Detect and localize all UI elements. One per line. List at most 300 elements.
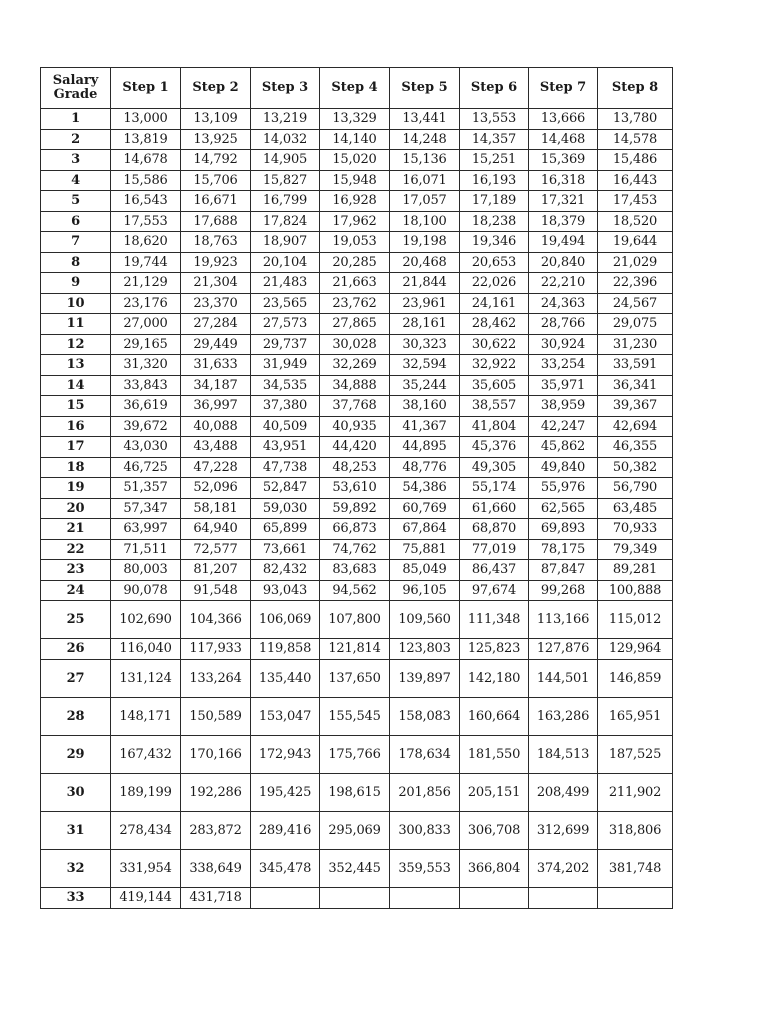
column-header-step-4: Step 4: [320, 68, 390, 109]
step-6-cell: 125,823: [460, 639, 529, 660]
step-3-cell: 59,030: [251, 498, 320, 519]
step-4-cell: 16,928: [320, 191, 390, 212]
step-7-cell: 35,971: [529, 375, 598, 396]
step-6-cell: 97,674: [460, 580, 529, 601]
step-3-cell: 15,827: [251, 170, 320, 191]
step-7-cell: 17,321: [529, 191, 598, 212]
salary-grade-cell: 11: [41, 314, 111, 335]
step-3-cell: 27,573: [251, 314, 320, 335]
step-3-cell: 82,432: [251, 560, 320, 581]
step-3-cell: [251, 887, 320, 908]
salary-grade-cell: 5: [41, 191, 111, 212]
step-8-cell: 14,578: [598, 129, 673, 150]
step-7-cell: 30,924: [529, 334, 598, 355]
step-7-cell: [529, 887, 598, 908]
salary-grade-cell: 23: [41, 560, 111, 581]
step-4-cell: 30,028: [320, 334, 390, 355]
salary-grade-cell: 4: [41, 170, 111, 191]
step-1-cell: 18,620: [111, 232, 181, 253]
step-6-cell: 205,151: [460, 773, 529, 811]
step-4-cell: 121,814: [320, 639, 390, 660]
salary-grade-cell: 17: [41, 437, 111, 458]
step-5-cell: 23,961: [390, 293, 460, 314]
step-6-cell: 160,664: [460, 697, 529, 735]
step-8-cell: 13,780: [598, 109, 673, 130]
header-row: [41, 68, 673, 109]
step-5-cell: 30,323: [390, 334, 460, 355]
step-2-cell: 21,304: [181, 273, 251, 294]
step-4-cell: 27,865: [320, 314, 390, 335]
step-2-cell: 150,589: [181, 697, 251, 735]
step-1-cell: 167,432: [111, 735, 181, 773]
step-7-cell: 312,699: [529, 811, 598, 849]
step-2-cell: 27,284: [181, 314, 251, 335]
step-3-cell: 17,824: [251, 211, 320, 232]
salary-grade-cell: 10: [41, 293, 111, 314]
step-4-cell: 19,053: [320, 232, 390, 253]
step-3-cell: 34,535: [251, 375, 320, 396]
step-5-cell: 17,057: [390, 191, 460, 212]
step-5-cell: 35,244: [390, 375, 460, 396]
step-6-cell: 142,180: [460, 659, 529, 697]
step-8-cell: 33,591: [598, 355, 673, 376]
step-2-cell: 72,577: [181, 539, 251, 560]
table-row: [41, 659, 673, 697]
table-row: [41, 560, 673, 581]
table-row: [41, 211, 673, 232]
step-2-cell: 14,792: [181, 150, 251, 171]
step-5-cell: 32,594: [390, 355, 460, 376]
step-1-cell: 80,003: [111, 560, 181, 581]
table-row: [41, 293, 673, 314]
step-4-cell: 94,562: [320, 580, 390, 601]
salary-grade-cell: 33: [41, 887, 111, 908]
salary-grade-cell: 13: [41, 355, 111, 376]
step-7-cell: 28,766: [529, 314, 598, 335]
table-row: [41, 519, 673, 540]
step-6-cell: 61,660: [460, 498, 529, 519]
step-5-cell: 178,634: [390, 735, 460, 773]
step-1-cell: 17,553: [111, 211, 181, 232]
step-6-cell: 306,708: [460, 811, 529, 849]
table-row: [41, 170, 673, 191]
table-row: [41, 478, 673, 499]
salary-grade-cell: 20: [41, 498, 111, 519]
table-row: [41, 811, 673, 849]
step-7-cell: 24,363: [529, 293, 598, 314]
step-8-cell: 165,951: [598, 697, 673, 735]
salary-grade-cell: 15: [41, 396, 111, 417]
step-8-cell: 129,964: [598, 639, 673, 660]
step-8-cell: 89,281: [598, 560, 673, 581]
step-2-cell: 29,449: [181, 334, 251, 355]
step-4-cell: 295,069: [320, 811, 390, 849]
step-1-cell: 13,000: [111, 109, 181, 130]
step-6-cell: 14,357: [460, 129, 529, 150]
step-7-cell: 87,847: [529, 560, 598, 581]
salary-grade-cell: 18: [41, 457, 111, 478]
step-5-cell: [390, 887, 460, 908]
salary-grade-cell: 22: [41, 539, 111, 560]
step-6-cell: 366,804: [460, 849, 529, 887]
step-4-cell: 107,800: [320, 601, 390, 639]
salary-schedule-sheet: [40, 67, 672, 909]
salary-grade-cell: 3: [41, 150, 111, 171]
step-5-cell: 28,161: [390, 314, 460, 335]
step-2-cell: 283,872: [181, 811, 251, 849]
step-7-cell: 15,369: [529, 150, 598, 171]
step-1-cell: 27,000: [111, 314, 181, 335]
step-7-cell: 45,862: [529, 437, 598, 458]
step-8-cell: 187,525: [598, 735, 673, 773]
salary-grade-cell: 14: [41, 375, 111, 396]
step-8-cell: 31,230: [598, 334, 673, 355]
step-4-cell: 175,766: [320, 735, 390, 773]
step-1-cell: 39,672: [111, 416, 181, 437]
step-8-cell: 17,453: [598, 191, 673, 212]
step-1-cell: 14,678: [111, 150, 181, 171]
step-8-cell: 15,486: [598, 150, 673, 171]
step-2-cell: 81,207: [181, 560, 251, 581]
step-4-cell: 32,269: [320, 355, 390, 376]
step-7-cell: 14,468: [529, 129, 598, 150]
step-2-cell: 19,923: [181, 252, 251, 273]
step-8-cell: 381,748: [598, 849, 673, 887]
table-row: [41, 416, 673, 437]
salary-grade-cell: 12: [41, 334, 111, 355]
step-3-cell: 289,416: [251, 811, 320, 849]
step-7-cell: 208,499: [529, 773, 598, 811]
step-2-cell: 13,925: [181, 129, 251, 150]
step-1-cell: 102,690: [111, 601, 181, 639]
step-8-cell: 115,012: [598, 601, 673, 639]
salary-grade-cell: 6: [41, 211, 111, 232]
salary-grade-cell: 1: [41, 109, 111, 130]
table-row: [41, 457, 673, 478]
step-4-cell: 15,020: [320, 150, 390, 171]
step-4-cell: 198,615: [320, 773, 390, 811]
step-2-cell: 431,718: [181, 887, 251, 908]
step-2-cell: 18,763: [181, 232, 251, 253]
step-3-cell: 153,047: [251, 697, 320, 735]
step-6-cell: 77,019: [460, 539, 529, 560]
step-2-cell: 31,633: [181, 355, 251, 376]
step-8-cell: 146,859: [598, 659, 673, 697]
step-7-cell: 20,840: [529, 252, 598, 273]
column-header-step-2: Step 2: [181, 68, 251, 109]
step-3-cell: 21,483: [251, 273, 320, 294]
salary-grade-cell: 7: [41, 232, 111, 253]
step-8-cell: 22,396: [598, 273, 673, 294]
step-4-cell: 13,329: [320, 109, 390, 130]
table-row: [41, 252, 673, 273]
step-6-cell: 17,189: [460, 191, 529, 212]
step-1-cell: 16,543: [111, 191, 181, 212]
step-7-cell: 62,565: [529, 498, 598, 519]
step-5-cell: 18,100: [390, 211, 460, 232]
step-5-cell: 41,367: [390, 416, 460, 437]
step-6-cell: 32,922: [460, 355, 529, 376]
salary-grade-cell: 26: [41, 639, 111, 660]
step-8-cell: 21,029: [598, 252, 673, 273]
step-7-cell: 33,254: [529, 355, 598, 376]
step-1-cell: 57,347: [111, 498, 181, 519]
step-1-cell: 116,040: [111, 639, 181, 660]
table-row: [41, 191, 673, 212]
step-6-cell: 45,376: [460, 437, 529, 458]
step-2-cell: 40,088: [181, 416, 251, 437]
step-3-cell: 31,949: [251, 355, 320, 376]
step-5-cell: 201,856: [390, 773, 460, 811]
step-4-cell: 53,610: [320, 478, 390, 499]
step-4-cell: 155,545: [320, 697, 390, 735]
step-6-cell: 86,437: [460, 560, 529, 581]
step-2-cell: 117,933: [181, 639, 251, 660]
step-8-cell: 318,806: [598, 811, 673, 849]
step-4-cell: 34,888: [320, 375, 390, 396]
step-2-cell: 13,109: [181, 109, 251, 130]
step-1-cell: 15,586: [111, 170, 181, 191]
step-3-cell: 135,440: [251, 659, 320, 697]
step-3-cell: 23,565: [251, 293, 320, 314]
table-row: [41, 129, 673, 150]
table-row: [41, 437, 673, 458]
step-1-cell: 71,511: [111, 539, 181, 560]
step-3-cell: 172,943: [251, 735, 320, 773]
step-7-cell: 144,501: [529, 659, 598, 697]
step-8-cell: 50,382: [598, 457, 673, 478]
step-1-cell: 29,165: [111, 334, 181, 355]
step-7-cell: 127,876: [529, 639, 598, 660]
step-4-cell: 44,420: [320, 437, 390, 458]
salary-grade-cell: 2: [41, 129, 111, 150]
salary-grade-cell: 32: [41, 849, 111, 887]
step-2-cell: 91,548: [181, 580, 251, 601]
step-7-cell: 163,286: [529, 697, 598, 735]
column-header-salary-grade: Salary Grade: [41, 68, 111, 109]
step-4-cell: 37,768: [320, 396, 390, 417]
step-7-cell: 49,840: [529, 457, 598, 478]
step-2-cell: 15,706: [181, 170, 251, 191]
step-6-cell: 111,348: [460, 601, 529, 639]
salary-grade-cell: 29: [41, 735, 111, 773]
column-header-step-5: Step 5: [390, 68, 460, 109]
step-1-cell: 90,078: [111, 580, 181, 601]
table-row: [41, 150, 673, 171]
salary-grade-cell: 27: [41, 659, 111, 697]
step-5-cell: 48,776: [390, 457, 460, 478]
step-5-cell: 38,160: [390, 396, 460, 417]
step-3-cell: 195,425: [251, 773, 320, 811]
step-1-cell: 23,176: [111, 293, 181, 314]
salary-grade-cell: 28: [41, 697, 111, 735]
step-7-cell: 113,166: [529, 601, 598, 639]
table-row: [41, 334, 673, 355]
step-1-cell: 331,954: [111, 849, 181, 887]
table-row: [41, 849, 673, 887]
step-5-cell: 60,769: [390, 498, 460, 519]
step-3-cell: 73,661: [251, 539, 320, 560]
step-7-cell: 16,318: [529, 170, 598, 191]
table-row: [41, 639, 673, 660]
step-2-cell: 338,649: [181, 849, 251, 887]
step-8-cell: 19,644: [598, 232, 673, 253]
step-3-cell: 47,738: [251, 457, 320, 478]
step-3-cell: 345,478: [251, 849, 320, 887]
step-8-cell: 211,902: [598, 773, 673, 811]
step-1-cell: 33,843: [111, 375, 181, 396]
step-3-cell: 52,847: [251, 478, 320, 499]
step-6-cell: 18,238: [460, 211, 529, 232]
step-4-cell: 74,762: [320, 539, 390, 560]
step-1-cell: 43,030: [111, 437, 181, 458]
table-row: [41, 273, 673, 294]
step-8-cell: 70,933: [598, 519, 673, 540]
step-1-cell: 19,744: [111, 252, 181, 273]
salary-grade-cell: 8: [41, 252, 111, 273]
salary-grade-cell: 9: [41, 273, 111, 294]
step-1-cell: 36,619: [111, 396, 181, 417]
step-6-cell: 68,870: [460, 519, 529, 540]
step-4-cell: [320, 887, 390, 908]
step-2-cell: 133,264: [181, 659, 251, 697]
step-5-cell: 359,553: [390, 849, 460, 887]
step-4-cell: 66,873: [320, 519, 390, 540]
step-5-cell: 13,441: [390, 109, 460, 130]
table-row: [41, 539, 673, 560]
step-7-cell: 69,893: [529, 519, 598, 540]
salary-grade-table: [40, 67, 673, 909]
step-5-cell: 16,071: [390, 170, 460, 191]
step-7-cell: 18,379: [529, 211, 598, 232]
step-3-cell: 16,799: [251, 191, 320, 212]
step-7-cell: 22,210: [529, 273, 598, 294]
step-4-cell: 23,762: [320, 293, 390, 314]
step-6-cell: 28,462: [460, 314, 529, 335]
table-row: [41, 355, 673, 376]
step-4-cell: 137,650: [320, 659, 390, 697]
step-8-cell: 18,520: [598, 211, 673, 232]
step-8-cell: 16,443: [598, 170, 673, 191]
step-5-cell: 21,844: [390, 273, 460, 294]
step-1-cell: 131,124: [111, 659, 181, 697]
step-1-cell: 13,819: [111, 129, 181, 150]
step-1-cell: 51,357: [111, 478, 181, 499]
salary-grade-cell: 21: [41, 519, 111, 540]
step-2-cell: 52,096: [181, 478, 251, 499]
step-1-cell: 31,320: [111, 355, 181, 376]
step-4-cell: 14,140: [320, 129, 390, 150]
step-5-cell: 67,864: [390, 519, 460, 540]
step-6-cell: 15,251: [460, 150, 529, 171]
salary-grade-cell: 25: [41, 601, 111, 639]
step-6-cell: 181,550: [460, 735, 529, 773]
step-2-cell: 34,187: [181, 375, 251, 396]
step-8-cell: 36,341: [598, 375, 673, 396]
step-1-cell: 63,997: [111, 519, 181, 540]
step-3-cell: 119,858: [251, 639, 320, 660]
step-5-cell: 54,386: [390, 478, 460, 499]
step-5-cell: 158,083: [390, 697, 460, 735]
step-1-cell: 419,144: [111, 887, 181, 908]
step-8-cell: 63,485: [598, 498, 673, 519]
table-row: [41, 601, 673, 639]
step-7-cell: 19,494: [529, 232, 598, 253]
step-4-cell: 352,445: [320, 849, 390, 887]
step-3-cell: 37,380: [251, 396, 320, 417]
step-6-cell: 55,174: [460, 478, 529, 499]
step-6-cell: 13,553: [460, 109, 529, 130]
step-4-cell: 21,663: [320, 273, 390, 294]
step-3-cell: 13,219: [251, 109, 320, 130]
step-5-cell: 123,803: [390, 639, 460, 660]
step-3-cell: 106,069: [251, 601, 320, 639]
step-6-cell: 20,653: [460, 252, 529, 273]
column-header-step-8: Step 8: [598, 68, 673, 109]
step-3-cell: 40,509: [251, 416, 320, 437]
step-2-cell: 47,228: [181, 457, 251, 478]
step-2-cell: 23,370: [181, 293, 251, 314]
salary-grade-cell: 31: [41, 811, 111, 849]
step-3-cell: 93,043: [251, 580, 320, 601]
step-8-cell: 56,790: [598, 478, 673, 499]
table-row: [41, 498, 673, 519]
step-1-cell: 46,725: [111, 457, 181, 478]
step-4-cell: 15,948: [320, 170, 390, 191]
step-3-cell: 29,737: [251, 334, 320, 355]
step-6-cell: 22,026: [460, 273, 529, 294]
step-2-cell: 17,688: [181, 211, 251, 232]
salary-grade-cell: 19: [41, 478, 111, 499]
step-7-cell: 184,513: [529, 735, 598, 773]
table-row: [41, 232, 673, 253]
step-2-cell: 43,488: [181, 437, 251, 458]
step-1-cell: 189,199: [111, 773, 181, 811]
step-8-cell: 24,567: [598, 293, 673, 314]
step-7-cell: 374,202: [529, 849, 598, 887]
step-6-cell: 19,346: [460, 232, 529, 253]
step-1-cell: 21,129: [111, 273, 181, 294]
table-row: [41, 396, 673, 417]
table-row: [41, 697, 673, 735]
step-7-cell: 78,175: [529, 539, 598, 560]
step-8-cell: 46,355: [598, 437, 673, 458]
table-row: [41, 580, 673, 601]
step-7-cell: 42,247: [529, 416, 598, 437]
table-body: [41, 109, 673, 909]
step-2-cell: 58,181: [181, 498, 251, 519]
step-1-cell: 148,171: [111, 697, 181, 735]
table-row: [41, 314, 673, 335]
step-5-cell: 44,895: [390, 437, 460, 458]
step-4-cell: 40,935: [320, 416, 390, 437]
step-2-cell: 170,166: [181, 735, 251, 773]
step-4-cell: 48,253: [320, 457, 390, 478]
table-row: [41, 887, 673, 908]
column-header-step-6: Step 6: [460, 68, 529, 109]
step-6-cell: 30,622: [460, 334, 529, 355]
step-6-cell: [460, 887, 529, 908]
step-5-cell: 139,897: [390, 659, 460, 697]
salary-grade-cell: 30: [41, 773, 111, 811]
step-1-cell: 278,434: [111, 811, 181, 849]
step-8-cell: [598, 887, 673, 908]
step-6-cell: 35,605: [460, 375, 529, 396]
step-3-cell: 43,951: [251, 437, 320, 458]
step-5-cell: 85,049: [390, 560, 460, 581]
step-2-cell: 64,940: [181, 519, 251, 540]
step-3-cell: 65,899: [251, 519, 320, 540]
